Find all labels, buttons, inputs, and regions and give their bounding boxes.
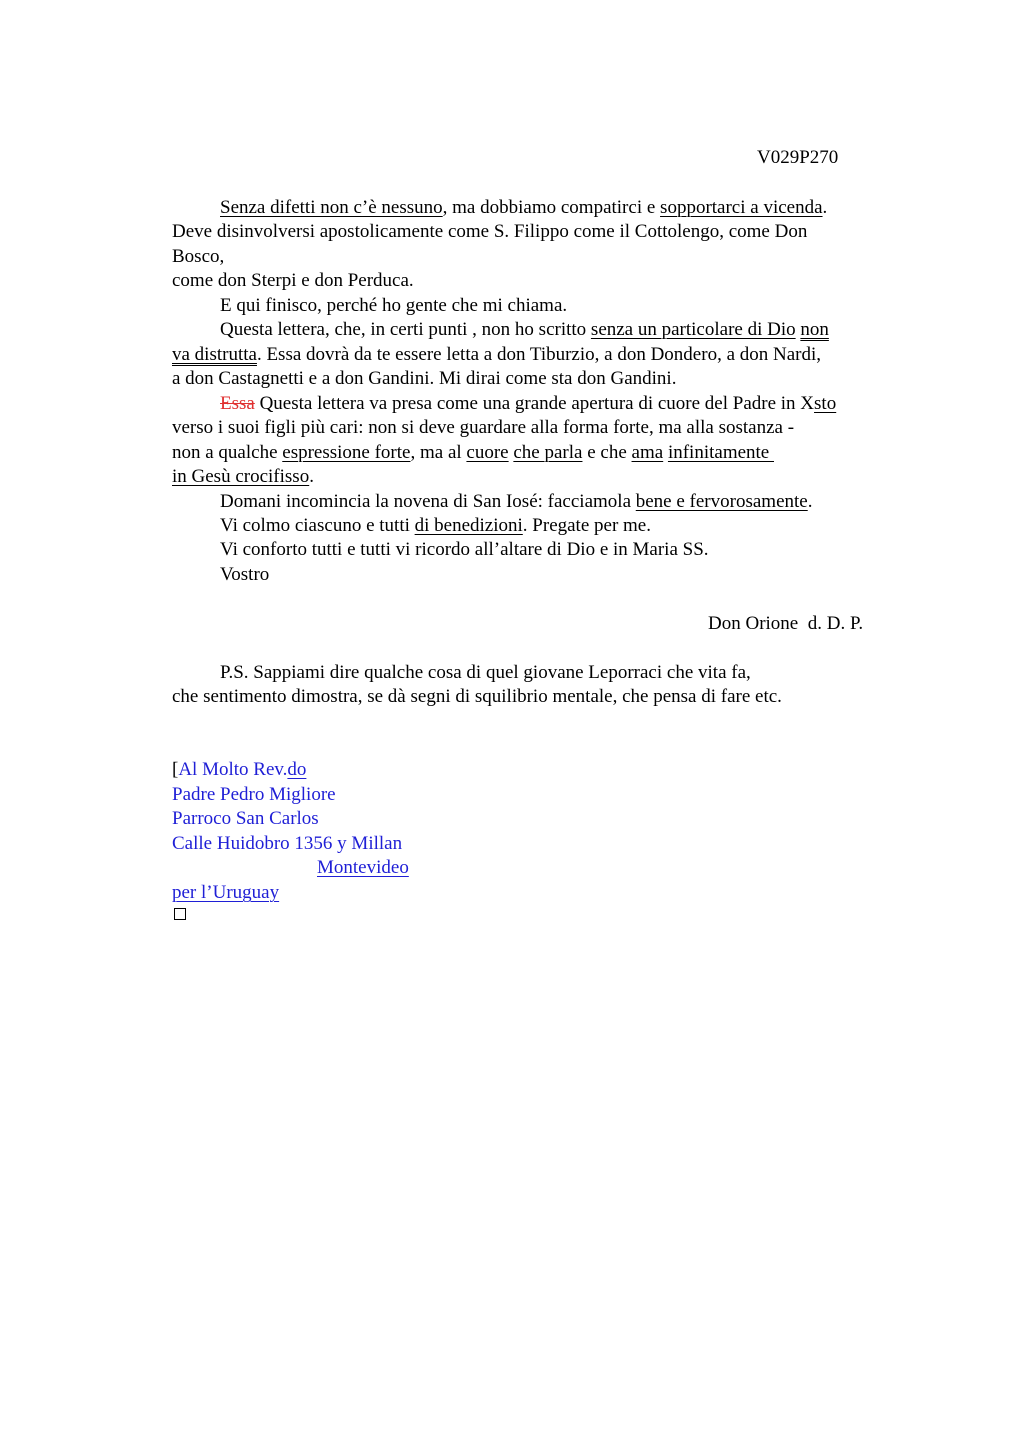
- address-line-1: [Al Molto Rev.do: [172, 759, 307, 780]
- body-line-5: E qui finisco, perché ho gente che mi chiama.: [220, 295, 568, 316]
- body-line-4: come don Sterpi e don Perduca.: [172, 270, 414, 291]
- body-line-11: non a qualche espressione forte, ma al cuore che parla e che ama infinitamente: [172, 442, 774, 463]
- address-city: Montevideo: [317, 857, 409, 878]
- underlined-phrase: in Gesù crocifisso: [172, 466, 310, 487]
- double-underlined-phrase: va distrutta: [172, 344, 257, 365]
- closing-salutation: Vostro: [220, 564, 270, 585]
- postscript-line-1: P.S. Sappiami dire qualche cosa di quel giovane Leporraci che vita fa,: [220, 662, 751, 683]
- body-line-15: Vi conforto tutti e tutti vi ricordo all’altare di Dio e in Maria SS.: [220, 539, 709, 560]
- body-line-9: Essa Questa lettera va presa come una grande apertura di cuore del Padre in Xsto: [220, 393, 837, 414]
- underlined-phrase: senza un particolare di Dio: [590, 319, 796, 340]
- body-line-7: va distrutta. Essa dovrà da te essere letta a don Tiburzio, a don Dondero, a don Nardi,: [172, 344, 822, 365]
- body-line-3: Bosco,: [172, 246, 225, 267]
- double-underlined-phrase: non: [800, 319, 829, 340]
- underlined-phrase: infinitamente: [667, 442, 774, 463]
- body-line-8: a don Castagnetti e a don Gandini. Mi dirai come sta don Gandini.: [172, 368, 677, 389]
- body-line-12: in Gesù crocifisso.: [172, 466, 314, 487]
- underlined-phrase: bene e fervorosamente: [635, 491, 808, 512]
- underlined-phrase: che parla: [513, 442, 583, 463]
- document-reference: V029P270: [757, 147, 839, 168]
- body-line-14: Vi colmo ciascuno e tutti di benedizioni. Pregate per me.: [220, 515, 651, 536]
- deleted-word: Essa: [220, 393, 255, 414]
- address-line-3: Parroco San Carlos: [172, 808, 319, 829]
- underlined-superscript: sto: [814, 393, 837, 414]
- body-line-1: Senza difetti non c’è nessuno, ma dobbiamo compatirci e sopportarci a vicenda.: [220, 197, 828, 218]
- underlined-phrase: espressione forte: [282, 442, 411, 463]
- body-line-2: Deve disinvolversi apostolicamente come S. Filippo come il Cottolengo, come Don: [172, 221, 808, 242]
- underlined-phrase: sopportarci a vicenda: [660, 197, 823, 218]
- address-line-4: Calle Huidobro 1356 y Millan: [172, 833, 403, 854]
- signature: Don Orione d. D. P.: [708, 613, 864, 634]
- body-line-6: Questa lettera, che, in certi punti , non ho scritto senza un particolare di Dio non: [220, 319, 829, 340]
- body-line-10: verso i suoi figli più cari: non si deve guardare alla forma forte, ma alla sostanza -: [172, 417, 795, 438]
- address-line-2: Padre Pedro Migliore: [172, 784, 336, 805]
- underlined-abbreviation: do: [287, 759, 307, 780]
- underlined-phrase: ama: [631, 442, 664, 463]
- body-line-13: Domani incomincia la novena di San Iosé: facciamola bene e fervorosamente.: [220, 491, 813, 512]
- underlined-phrase: di benedizioni: [414, 515, 523, 536]
- underlined-phrase: cuore: [466, 442, 509, 463]
- checkbox-icon: [174, 908, 186, 920]
- underlined-phrase: Senza difetti non c’è nessuno: [220, 197, 443, 218]
- address-country: per l’Uruguay: [172, 882, 280, 903]
- postscript-line-2: che sentimento dimostra, se dà segni di squilibrio mentale, che pensa di fare etc.: [172, 686, 782, 707]
